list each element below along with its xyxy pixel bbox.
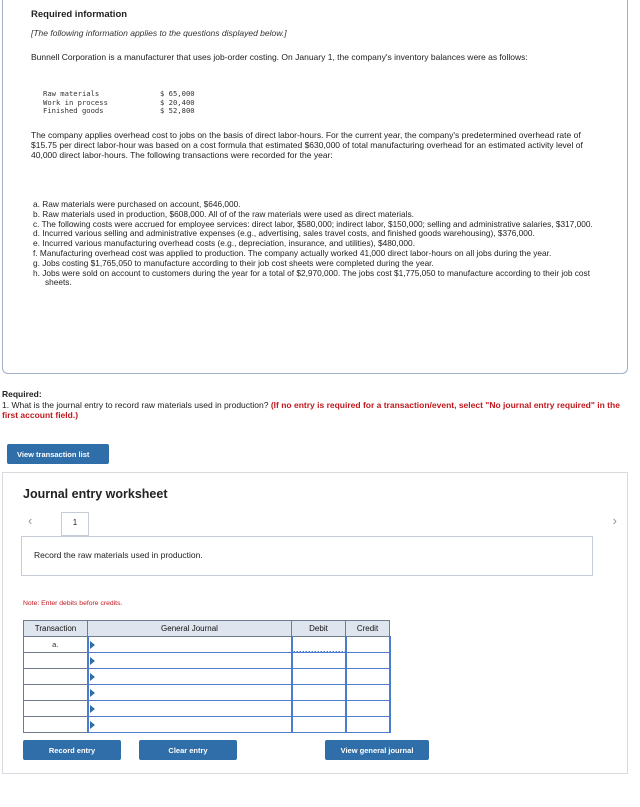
transaction-item: c. The following costs were accrued for employee services: direct labor, $580,000; indirect labor, $150,000; selling and administrative salaries, $317,000. [33, 218, 593, 229]
required-information-panel [2, 0, 628, 374]
info-subtitle: [The following information applies to the questions displayed below.] [31, 28, 287, 38]
transaction-list [33, 200, 609, 288]
debit-input[interactable] [292, 701, 346, 717]
page-number-tab[interactable]: 1 [61, 512, 89, 536]
clear-entry-button[interactable]: Clear entry [139, 740, 237, 760]
account-select[interactable] [88, 717, 292, 733]
debit-input[interactable] [292, 637, 346, 653]
inventory-balances [43, 90, 195, 116]
view-general-journal-button[interactable]: View general journal [325, 740, 429, 760]
inventory-amount: $ 52,800 [160, 106, 195, 116]
transaction-cell [24, 685, 88, 701]
inventory-name: Raw materials [43, 89, 100, 98]
question-instruction: (If no entry is required for a transaction/event, select "No journal entry required" in the first account field.) [2, 400, 620, 420]
transaction-cell: a. [24, 637, 88, 653]
worksheet-title: Journal entry worksheet [23, 487, 168, 501]
table-row [24, 637, 390, 653]
inventory-name: Finished goods [43, 106, 104, 116]
table-row [24, 701, 390, 717]
inventory-amount: $ 20,400 [160, 97, 195, 107]
table-row [24, 653, 390, 669]
required-question [2, 400, 632, 420]
transaction-cell [24, 653, 88, 669]
required-heading: Required: [2, 389, 42, 399]
debit-input[interactable] [292, 685, 346, 701]
credit-input[interactable] [346, 701, 390, 717]
info-title: Required information [31, 9, 128, 20]
worksheet-instruction: Record the raw materials used in production. [21, 536, 593, 576]
debit-input[interactable] [292, 669, 346, 685]
inventory-row [43, 107, 195, 116]
chevron-right-icon[interactable]: › [612, 513, 617, 528]
col-debit: Debit [292, 621, 346, 637]
transaction-item: b. Raw materials used in production, $608,000. All of of the raw materials were used as direct materials. [33, 208, 414, 219]
chevron-left-icon[interactable]: ‹ [28, 513, 33, 528]
account-select[interactable] [88, 637, 292, 653]
col-general-journal: General Journal [88, 621, 292, 637]
credit-input[interactable] [346, 685, 390, 701]
table-row [24, 717, 390, 733]
info-intro: Bunnell Corporation is a manufacturer that uses job-order costing. On January 1, the company's inventory balances were as follows: [31, 52, 528, 62]
credit-input[interactable] [346, 669, 390, 685]
table-row [24, 685, 390, 701]
credit-input[interactable] [346, 653, 390, 669]
transaction-item: d. Incurred various selling and administrative expenses (e.g., advertising, sales travel costs, and finished goods warehousing), $376,000. [33, 228, 535, 239]
transaction-item: f. Manufacturing overhead cost was applied to production. The company actually worked 41,000 direct labor-hours on all jobs during the year. [33, 247, 552, 258]
account-select[interactable] [88, 669, 292, 685]
journal-table [23, 620, 391, 733]
table-header-row [24, 621, 390, 637]
transaction-item: e. Incurred various manufacturing overhead costs (e.g., depreciation, insurance, and utilities), $480,000. [33, 238, 415, 249]
record-entry-button[interactable]: Record entry [23, 740, 121, 760]
credit-input[interactable] [346, 637, 390, 653]
transaction-item: a. Raw materials were purchased on account, $646,000. [33, 199, 241, 209]
account-select[interactable] [88, 685, 292, 701]
transaction-cell [24, 701, 88, 717]
inventory-amount: $ 65,000 [160, 89, 195, 98]
transaction-cell [24, 717, 88, 733]
overhead-description: The company applies overhead cost to jobs on the basis of direct labor-hours. For the current year, the company's predetermined overhead rate of $15.75 per direct labor-hour was based on a cost formula that estimated $630,000 of total manufacturing overhead for an estimated activity level of 40,000 direct labor-hours. The following transactions were recorded for the year: [31, 130, 583, 161]
view-transaction-list-button[interactable]: View transaction list [7, 444, 109, 464]
transaction-item: g. Jobs costing $1,765,050 to manufacture according to their job cost sheets were completed during the year. [33, 257, 434, 268]
debit-input[interactable] [292, 717, 346, 733]
account-select[interactable] [88, 701, 292, 717]
col-credit: Credit [346, 621, 390, 637]
transaction-cell [24, 669, 88, 685]
debit-input[interactable] [292, 653, 346, 669]
col-transaction: Transaction [24, 621, 88, 637]
question-text: 1. What is the journal entry to record raw materials used in production? [2, 400, 269, 410]
debit-credit-note: Note: Enter debits before credits. [23, 600, 123, 607]
credit-input[interactable] [346, 717, 390, 733]
table-row [24, 669, 390, 685]
transaction-item: h. Jobs were sold on account to customers during the year for a total of $2,970,000. The jobs cost $1,775,050 to manufacture according to their job cost sheets. [33, 267, 590, 288]
account-select[interactable] [88, 653, 292, 669]
inventory-name: Work in process [43, 97, 108, 107]
journal-entry-worksheet [2, 472, 628, 774]
